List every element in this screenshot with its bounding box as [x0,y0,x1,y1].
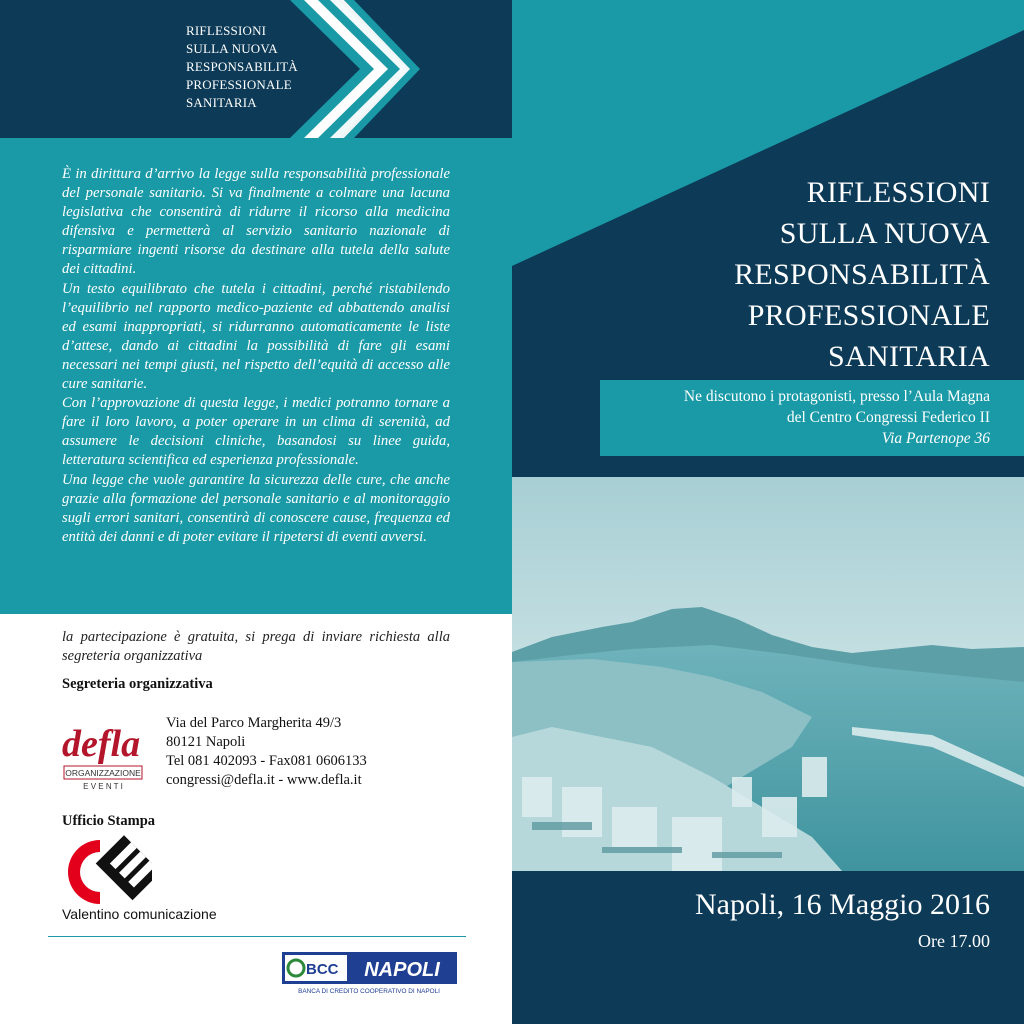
ufficio-stampa-label: Ufficio Stampa [62,813,156,829]
small-title-line: PROFESSIONALE [186,77,292,92]
right-cover-panel [512,0,1024,1024]
intro-paragraph: Con l’approvazione di questa legge, i medici potranno tornare a fare il loro lavoro, a poter operare in un clima di serenità, ad assumere le decisioni cliniche, basandosi su linee guida, letteratura scientifica ed esperienza professionale. [62,395,450,469]
intro-paragraph: È in dirittura d’arrivo la legge sulla responsabilità professionale del personale sanitario. Si va finalmente a colmare una lacuna legislativa che consentirà di ridurre il ricorso alla medicina difensiva e permetterà al servizio sanitario nazionale di risparmiare ingenti risorse da destinare alla tutela della salute dei cittadini. [62,166,450,278]
organizer-address [166,714,367,790]
defla-logo [58,704,158,796]
defla-logo-sub: E V E N T I [83,782,123,791]
venue-address: Via Partenope 36 [881,430,990,447]
small-title-line: SULLA NUOVA [186,41,278,56]
participation-note: la partecipazione è gratuita, si prega di inviare richiesta alla segreteria organizzativa [62,629,450,664]
segreteria-label: Segreteria organizzativa [62,676,213,692]
main-title-line: RESPONSABILITÀ [734,258,990,291]
defla-logo-text: defla [62,723,141,765]
event-time: Ore 17.00 [918,931,990,951]
naples-bay-photo [512,477,1024,871]
address-line: 80121 Napoli [166,734,246,750]
intro-paragraph: Una legge che vuole garantire la sicurezza delle cure, che anche grazie alla formazione del personale sanitario e al monitoraggio sugli errori sanitari, consentirà di conoscere cause, frequenza ed entità dei danni e di poter evitare il ripetersi di eventi avversi. [62,471,450,545]
bcc-subtext: BANCA DI CREDITO COOPERATIVO DI NAPOLI [298,988,440,995]
main-title-line: SULLA NUOVA [779,217,990,250]
venue-line: Ne discutono i protagonisti, presso l’Aula Magna [683,388,990,405]
valentino-caption: Valentino comunicazione [62,906,217,922]
main-title-line: SANITARIA [828,340,990,373]
bcc-napoli-logo [282,952,457,996]
small-title-line: RESPONSABILITÀ [186,59,298,74]
intro-text [62,165,450,547]
address-line: Via del Parco Margherita 49/3 [166,715,342,731]
defla-logo-sub: ORGANIZZAZIONE [65,768,141,778]
bcc-text: BCC [306,961,339,978]
main-title-line: RIFLESSIONI [806,176,990,209]
email-web-link[interactable]: congressi@defla.it - www.defla.it [166,772,362,788]
napoli-text: NAPOLI [364,959,440,981]
phone-line: Tel 081 402093 - Fax081 0606133 [166,753,367,769]
small-title-line: RIFLESSIONI [186,23,267,38]
valentino-logo [62,834,152,910]
venue-line: del Centro Congressi Federico II [786,409,990,426]
small-title [186,22,326,112]
main-title [590,172,990,377]
venue-text [570,386,990,449]
intro-paragraph: Un testo equilibrato che tutela i cittadini, perché ristabilendo l’equilibrio nel rapporto medico-paziente ed abbattendo analisi ed esami inappropriati, si ridurranno automaticamente le liste d’attese, dando ai cittadini la possibilità di fare gli esami necessari nei tempi giusti, nel rispetto dell’equità di accesso alle cure sanitarie. [62,280,450,393]
small-title-line: SANITARIA [186,95,257,110]
divider [48,936,466,937]
main-title-line: PROFESSIONALE [747,299,990,332]
event-date: Napoli, 16 Maggio 2016 [695,888,990,921]
